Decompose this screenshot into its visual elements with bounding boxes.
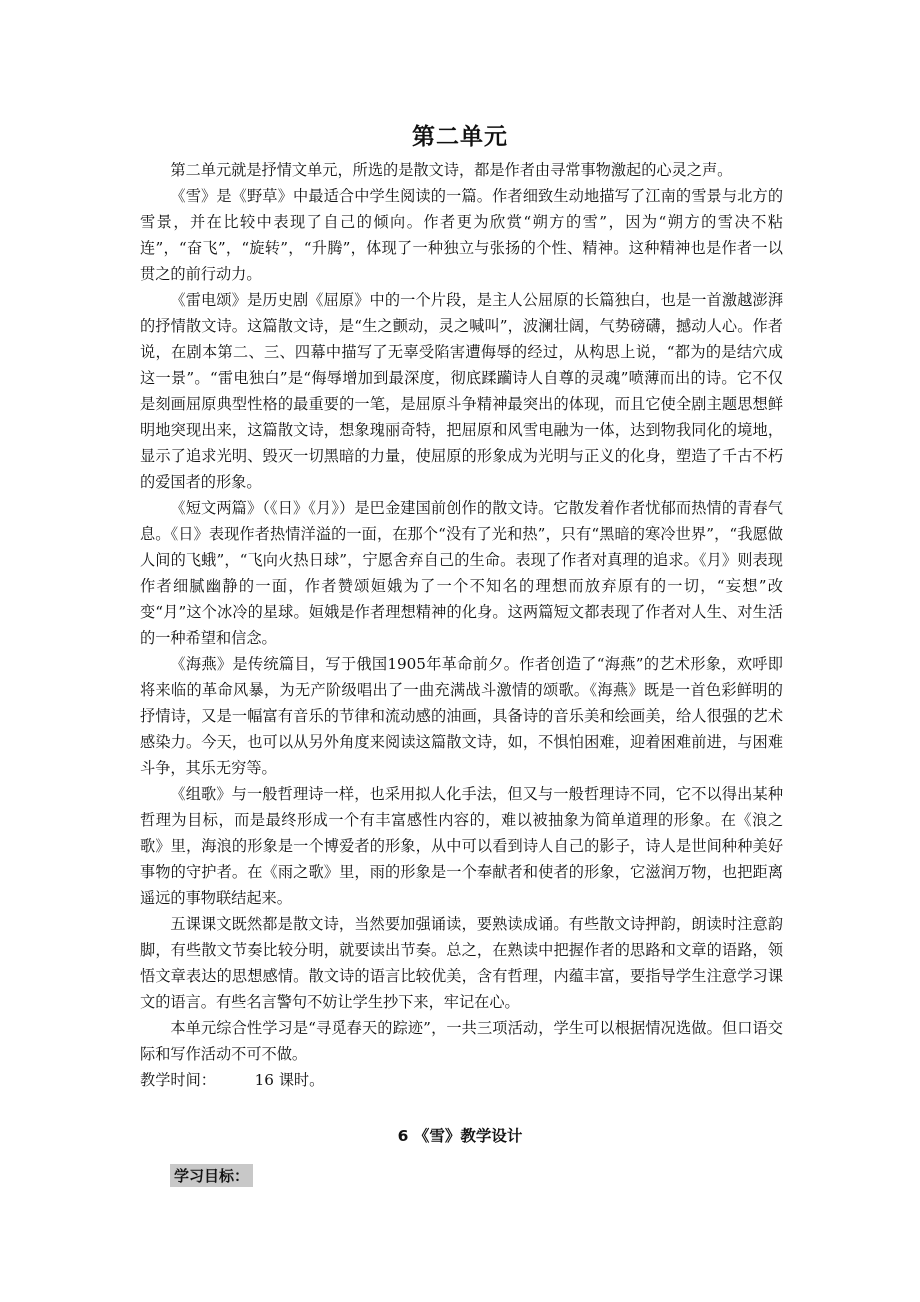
paragraph-petrel: 《海燕》是传统篇目，写于俄国1905年革命前夕。作者创造了“海燕”的艺术形象，欢呼即将来临的革命风暴，为无产阶级唱出了一曲充满战斗激情的颂歌。《海燕》既是一首色彩鲜明的抒情诗，又是一幅富有音乐的节律和流动感的油画，具备诗的音乐美和绘画美，给人很强的艺术感染力。今天，也可以从另外角度来阅读这篇散文诗，如，不惧怕困难，迎着困难前进，与困难斗争，其乐无穷等。 — [140, 655, 783, 777]
unit-intro-body — [140, 157, 783, 1093]
teaching-time-label: 教学时间： — [140, 1071, 216, 1089]
paragraph-two-short-essays: 《短文两篇》（《日》《月》）是巴金建国前创作的散文诗。它散发着作者忧郁而热情的青春气息。《日》表现作者热情洋溢的一面，在那个“没有了光和热”，只有“黑暗的寒冷世界”，“我愿做人间的飞蛾”，“飞向火热日球”，宁愿舍弃自己的生命。表现了作者对真理的追求。《月》则表现作者细腻幽静的一面，作者赞颂姮娥为了一个不知名的理想而放弃原有的一切，“妄想”改变“月”这个冰冷的星球。姮娥是作者理想精神的化身。这两篇短文都表现了作者对人生、对生活的一种希望和信念。 — [140, 499, 783, 647]
paragraph-comprehensive-study: 本单元综合性学习是“寻觅春天的踪迹”，一共三项活动，学生可以根据情况选做。但口语交际和写作活动不可不做。 — [140, 1019, 783, 1063]
teaching-time — [140, 1067, 783, 1093]
paragraph-overview: 第二单元就是抒情文单元，所选的是散文诗，都是作者由寻常事物激起的心灵之声。 — [170, 161, 733, 179]
teaching-time-value: 16 课时。 — [254, 1071, 325, 1089]
paragraph-snow: 《雪》是《野草》中最适合中学生阅读的一篇。作者细致生动地描写了江南的雪景与北方的雪景，并在比较中表现了自己的倾向。作者更为欣赏“朔方的雪”，因为“朔方的雪决不粘连”，“奋飞”，“旋转”，“升腾”，体现了一种独立与张扬的个性、精神。这种精神也是作者一以贯之的前行动力。 — [140, 187, 783, 283]
learning-goals-heading: 学习目标： — [170, 1164, 253, 1187]
paragraph-suite: 《组歌》与一般哲理诗一样，也采用拟人化手法，但又与一般哲理诗不同，它不以得出某种哲理为目标，而是最终形成一个有丰富感性内容的，难以被抽象为简单道理的形象。在《浪之歌》里，海浪的形象是一个博爱者的形象，从中可以看到诗人自己的影子，诗人是世间种种美好事物的守护者。在《雨之歌》里，雨的形象是一个奉献者和使者的形象，它滋润万物，也把距离遥远的事物联结起来。 — [140, 785, 783, 907]
unit-title: 第二单元 — [412, 124, 508, 150]
lesson-title: 6 《雪》教学设计 — [397, 1127, 523, 1145]
paragraph-thunder-ode: 《雷电颂》是历史剧《屈原》中的一个片段，是主人公屈原的长篇独白，也是一首激越澎湃的抒情散文诗。这篇散文诗，是“生之颤动，灵之喊叫”，波澜壮阔，气势磅礴，撼动人心。作者说，在剧本第二、三、四幕中描写了无辜受陷害遭侮辱的经过，从构思上说，“都为的是结穴成这一景”。“雷电独白”是“侮辱增加到最深度，彻底蹂躏诗人自尊的灵魂”喷薄而出的诗。它不仅是刻画屈原典型性格的最重要的一笔，是屈原斗争精神最突出的体现，而且它使全剧主题思想鲜明地突现出来，这篇散文诗，想象瑰丽奇特，把屈原和风雪电融为一体，达到物我同化的境地，显示了追求光明、毁灭一切黑暗的力量，使屈原的形象成为光明与正义的化身，塑造了千古不朽的爱国者的形象。 — [140, 291, 783, 491]
paragraph-reading-advice: 五课课文既然都是散文诗，当然要加强诵读，要熟读成诵。有些散文诗押韵，朗读时注意韵脚，有些散文节奏比较分明，就要读出节奏。总之，在熟读中把握作者的思路和文章的语路，领悟文章表达的思想感情。散文诗的语言比较优美，含有哲理，内蕴丰富，要指导学生注意学习课文的语言。有些名言警句不妨让学生抄下来，牢记在心。 — [140, 915, 783, 1011]
